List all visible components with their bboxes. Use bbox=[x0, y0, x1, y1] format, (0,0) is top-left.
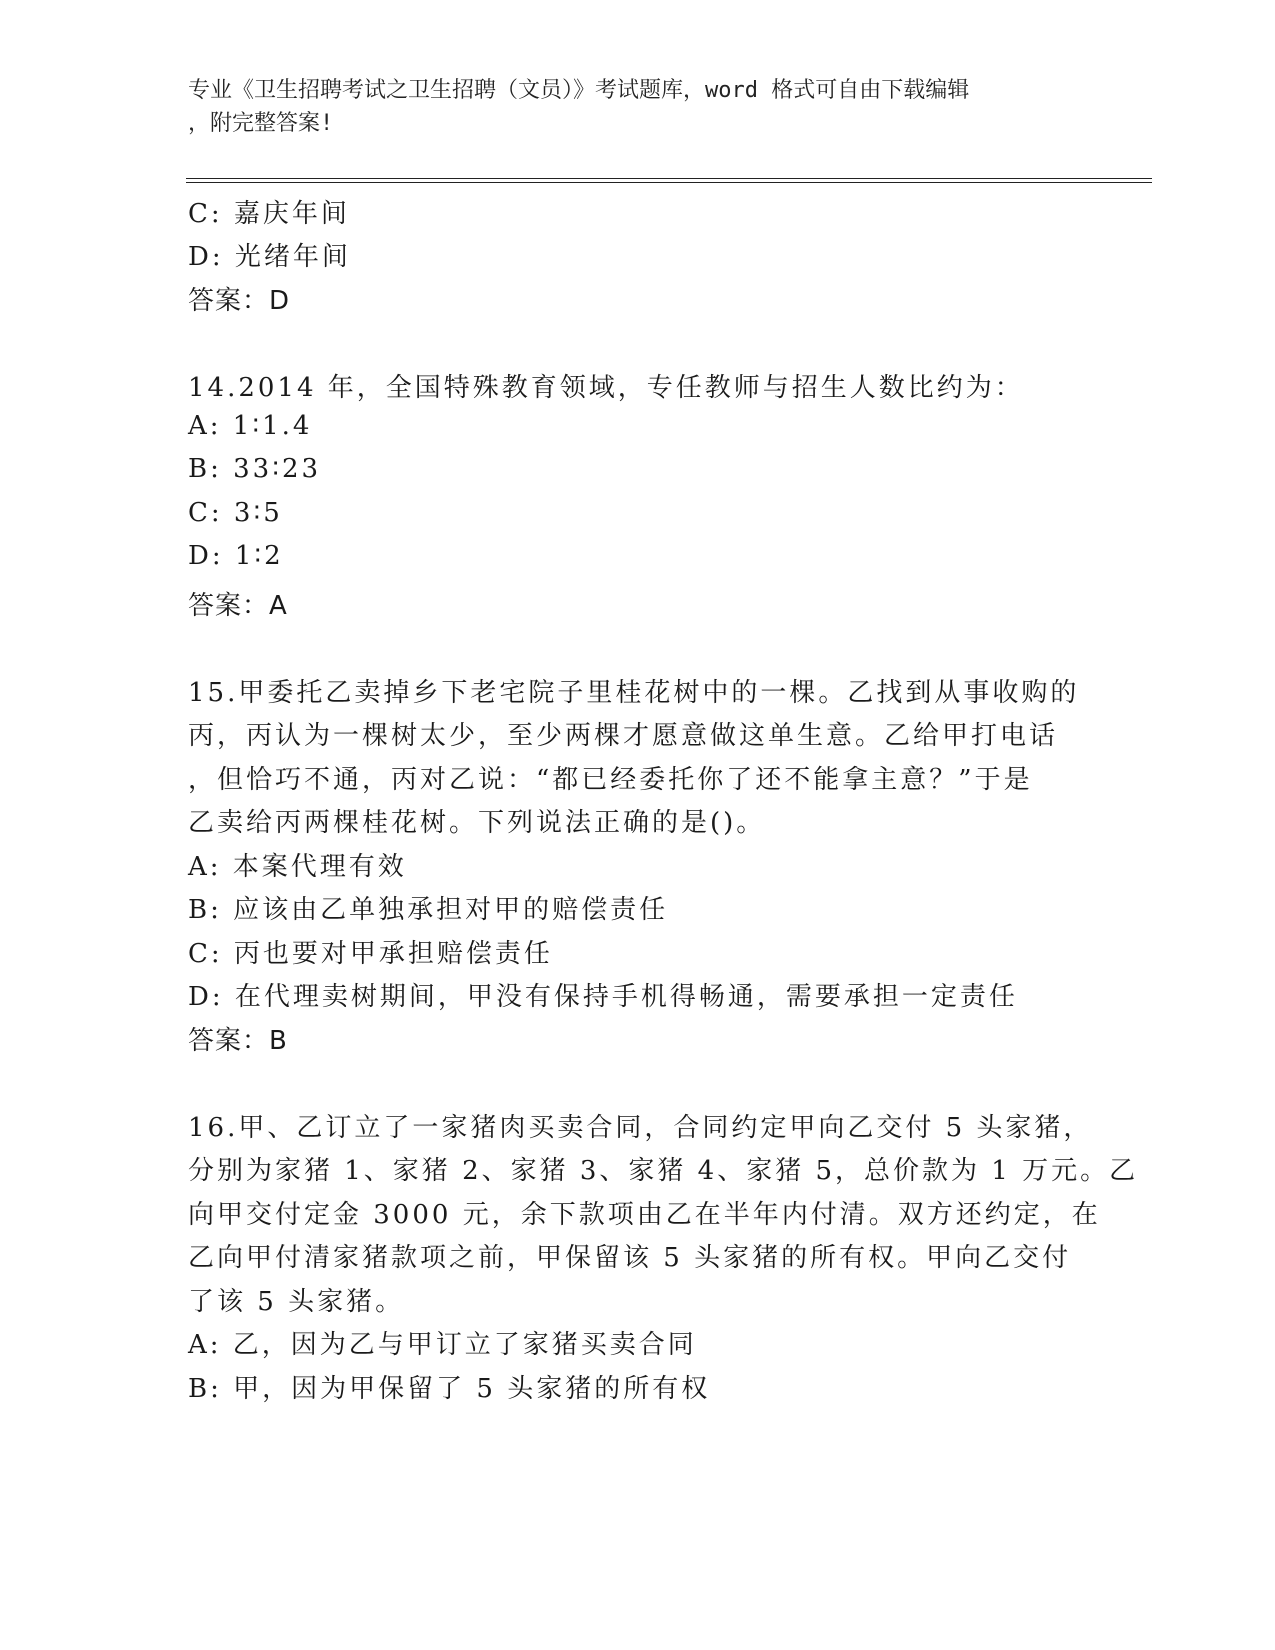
header-divider-top bbox=[186, 178, 1152, 179]
q13-answer: 答案：D bbox=[188, 286, 291, 316]
q14-answer: 答案：A bbox=[188, 591, 288, 621]
q15-option-d: D: 在代理卖树期间，甲没有保持手机得畅通，需要承担一定责任 bbox=[188, 982, 1018, 1012]
q16-stem-line-3: 向甲交付定金 3000 元，余下款项由乙在半年内付清。双方还约定，在 bbox=[188, 1200, 1101, 1230]
q15-option-c: C: 丙也要对甲承担赔偿责任 bbox=[188, 939, 553, 969]
q15-stem-line-1: 15.甲委托乙卖掉乡下老宅院子里桂花树中的一棵。乙找到从事收购的 bbox=[188, 678, 1080, 708]
q13-option-c: C: 嘉庆年间 bbox=[188, 199, 350, 229]
document-header bbox=[188, 74, 1068, 140]
q16-stem-line-1: 16.甲、乙订立了一家猪肉买卖合同，合同约定甲向乙交付 5 头家猪， bbox=[188, 1113, 1093, 1143]
q16-stem-line-4: 乙向甲付清家猪款项之前，甲保留该 5 头家猪的所有权。甲向乙交付 bbox=[188, 1243, 1072, 1273]
q15-stem-line-3: ，但恰巧不通，丙对乙说：“都已经委托你了还不能拿主意？”于是 bbox=[188, 765, 1033, 795]
q15-answer: 答案：B bbox=[188, 1026, 288, 1056]
q14-option-b: B: 33∶23 bbox=[188, 454, 322, 484]
q16-option-a: A: 乙，因为乙与甲订立了家猪买卖合同 bbox=[188, 1330, 697, 1360]
q14-option-a: A: 1∶1.4 bbox=[188, 411, 313, 441]
q15-stem-line-4: 乙卖给丙两棵桂花树。下列说法正确的是()。 bbox=[188, 808, 766, 838]
header-line-1: 专业《卫生招聘考试之卫生招聘（文员）》考试题库，word 格式可自由下载编辑 bbox=[188, 78, 970, 103]
q15-option-b: B: 应该由乙单独承担对甲的赔偿责任 bbox=[188, 895, 669, 925]
q16-option-b: B: 甲，因为甲保留了 5 头家猪的所有权 bbox=[188, 1374, 711, 1404]
q14-option-c: C: 3∶5 bbox=[188, 498, 283, 528]
q15-option-a: A: 本案代理有效 bbox=[188, 852, 407, 882]
q16-stem-line-2: 分别为家猪 1、家猪 2、家猪 3、家猪 4、家猪 5，总价款为 1 万元。乙 bbox=[188, 1156, 1139, 1186]
q15-stem-line-2: 丙，丙认为一棵树太少，至少两棵才愿意做这单生意。乙给甲打电话 bbox=[188, 721, 1059, 751]
q14-stem: 14.2014 年，全国特殊教育领域，专任教师与招生人数比约为： bbox=[188, 373, 1024, 403]
q14-option-d: D: 1∶2 bbox=[188, 541, 284, 571]
q16-stem-line-5: 了该 5 头家猪。 bbox=[188, 1287, 405, 1317]
header-line-2: ，附完整答案! bbox=[188, 111, 334, 136]
q13-option-d: D: 光绪年间 bbox=[188, 242, 351, 272]
header-divider-bottom bbox=[186, 182, 1152, 183]
